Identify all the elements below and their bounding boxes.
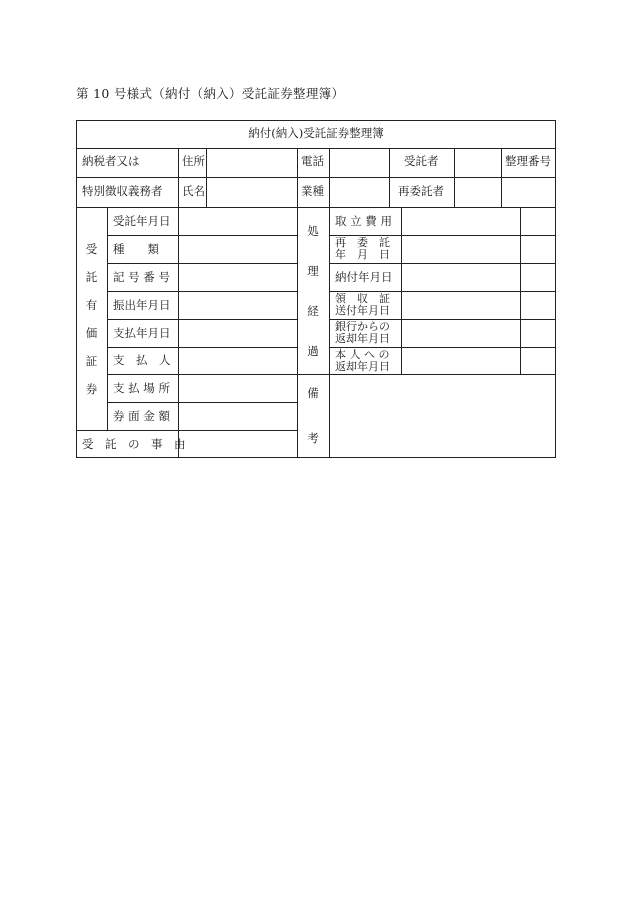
securities-label-char: 証 xyxy=(85,354,98,369)
processing-item: 本 人 へ の 返却年月日 xyxy=(335,348,390,373)
sub-trustee-field[interactable] xyxy=(455,178,501,207)
securities-item: 種 類 xyxy=(113,242,159,256)
ledger-table xyxy=(76,120,556,458)
securities-group-label xyxy=(76,244,107,396)
business-field[interactable] xyxy=(330,178,389,207)
phone-field[interactable] xyxy=(330,149,389,177)
name-label: 氏名 xyxy=(182,184,205,198)
collector-label: 特別徴収義務者 xyxy=(82,184,163,198)
reason-field[interactable] xyxy=(179,431,297,458)
address-field[interactable] xyxy=(207,149,297,177)
remarks-field[interactable] xyxy=(330,375,556,458)
form-title: 第 10 号様式（納付（納入）受託証券整理簿） xyxy=(76,86,345,101)
securities-label-char: 価 xyxy=(85,326,98,341)
table-header: 納付(納入)受託証券整理簿 xyxy=(248,126,384,140)
securities-item: 記 号 番 号 xyxy=(113,270,170,284)
processing-group-label xyxy=(297,226,329,358)
securities-label-char: 託 xyxy=(85,270,98,285)
business-label: 業種 xyxy=(301,184,324,198)
sub-trustee-label: 再委託者 xyxy=(398,184,444,198)
securities-label-char: 券 xyxy=(85,382,98,397)
reason-label: 受 託 の 事 由 xyxy=(82,437,186,451)
processing-label-char: 処 xyxy=(307,224,319,238)
processing-label-char: 経 xyxy=(307,304,319,319)
securities-item: 受託年月日 xyxy=(113,214,171,228)
processing-item: 領 収 証 送付年月日 xyxy=(335,292,390,317)
taxpayer-label: 納税者又は xyxy=(82,154,140,168)
ref-no-label: 整理番号 xyxy=(505,154,551,168)
securities-item: 振出年月日 xyxy=(113,298,171,312)
securities-item: 支払年月日 xyxy=(113,326,171,340)
phone-label: 電話 xyxy=(301,154,324,168)
processing-item: 銀行からの 返却年月日 xyxy=(335,320,390,345)
trustee-field[interactable] xyxy=(455,149,501,177)
processing-label-char: 過 xyxy=(307,344,319,359)
securities-item: 券 面 金 額 xyxy=(113,409,170,423)
securities-item: 支 払 人 xyxy=(113,353,171,367)
securities-label-char: 受 xyxy=(85,242,98,256)
name-field[interactable] xyxy=(207,178,297,207)
processing-item: 取 立 費 用 xyxy=(335,214,392,228)
processing-item: 納付年月日 xyxy=(335,270,393,284)
remarks-label: 備 考 xyxy=(307,386,319,445)
trustee-label: 受託者 xyxy=(404,154,439,168)
ref-no-field[interactable] xyxy=(502,178,556,207)
address-label: 住所 xyxy=(182,154,205,168)
processing-item: 再 委 託 年 月 日 xyxy=(335,236,390,261)
securities-label-char: 有 xyxy=(85,298,98,313)
securities-item: 支 払 場 所 xyxy=(113,381,170,395)
processing-label-char: 理 xyxy=(307,264,319,279)
